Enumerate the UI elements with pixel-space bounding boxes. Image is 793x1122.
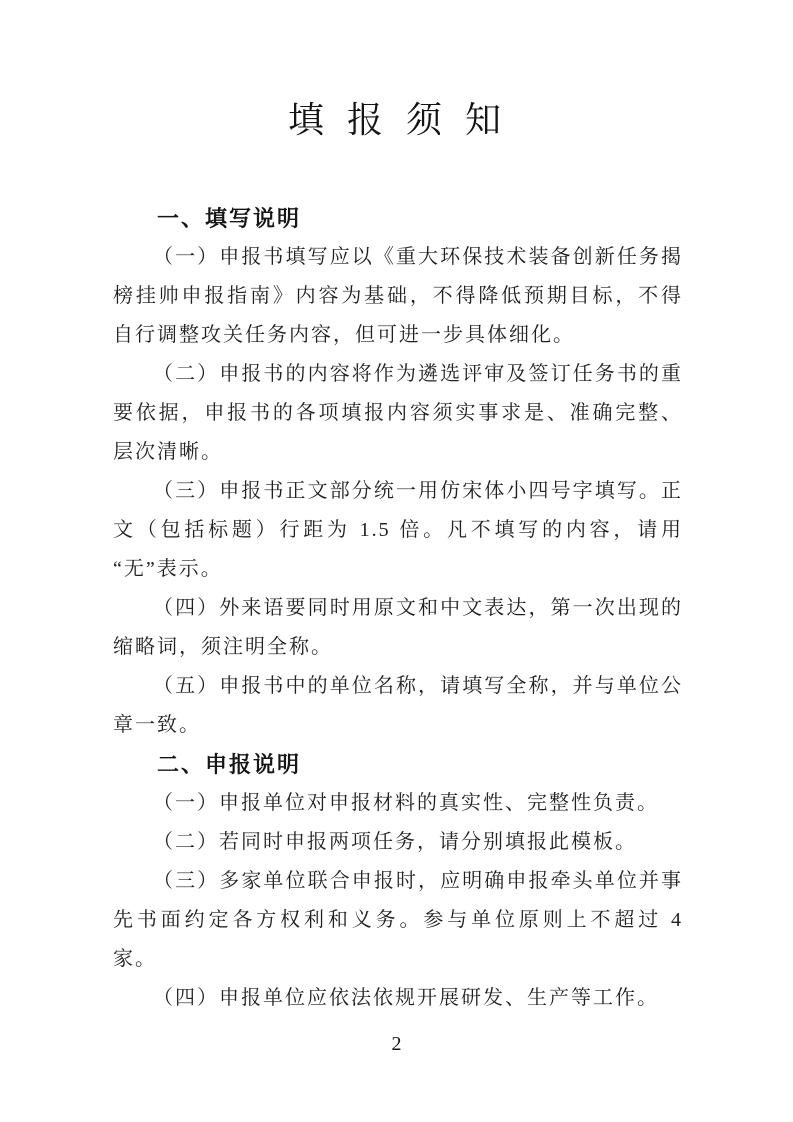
paragraph-application-2: （二）若同时申报两项任务，请分别填报此模板。 <box>153 831 637 853</box>
paragraph-application-4: （四）申报单位应依法依规开展研发、生产等工作。 <box>153 987 659 1009</box>
section-heading-filling: 一、填写说明 <box>157 206 302 231</box>
paragraph-filling-3: （三）申报书正文部分统一用仿宋体小四号字填写。正文（包括标题）行距为 1.5 倍。凡不填写的内容，请用“无”表示。 <box>113 480 683 580</box>
section-heading-application: 二、申报说明 <box>157 752 302 777</box>
document-title: 填 报 须 知 <box>287 100 508 140</box>
paragraph-filling-2: （二）申报书的内容将作为遴选评审及签订任务书的重要依据，申报书的各项填报内容须实事求是、准确完整、层次清晰。 <box>113 363 683 463</box>
page-footer <box>0 1033 793 1056</box>
section-application-instructions <box>113 745 683 1018</box>
paragraph-filling-1: （一）申报书填写应以《重大环保技术装备创新任务揭榜挂帅申报指南》内容为基础，不得降低预期目标，不得自行调整攻关任务内容，但可进一步具体细化。 <box>113 246 683 346</box>
page-number: 2 <box>391 1033 402 1055</box>
paragraph-application-1: （一）申报单位对申报材料的真实性、完整性负责。 <box>153 792 659 814</box>
paragraph-application-3: （三）多家单位联合申报时，应明确申报牵头单位并事先书面约定各方权利和义务。参与单位原则上不超过 4 家。 <box>113 870 683 970</box>
section-filling-instructions <box>113 199 683 745</box>
paragraph-filling-4: （四）外来语要同时用原文和中文表达，第一次出现的缩略词，须注明全称。 <box>113 597 683 658</box>
paragraph-filling-5: （五）申报书中的单位名称，请填写全称，并与单位公章一致。 <box>113 675 683 736</box>
